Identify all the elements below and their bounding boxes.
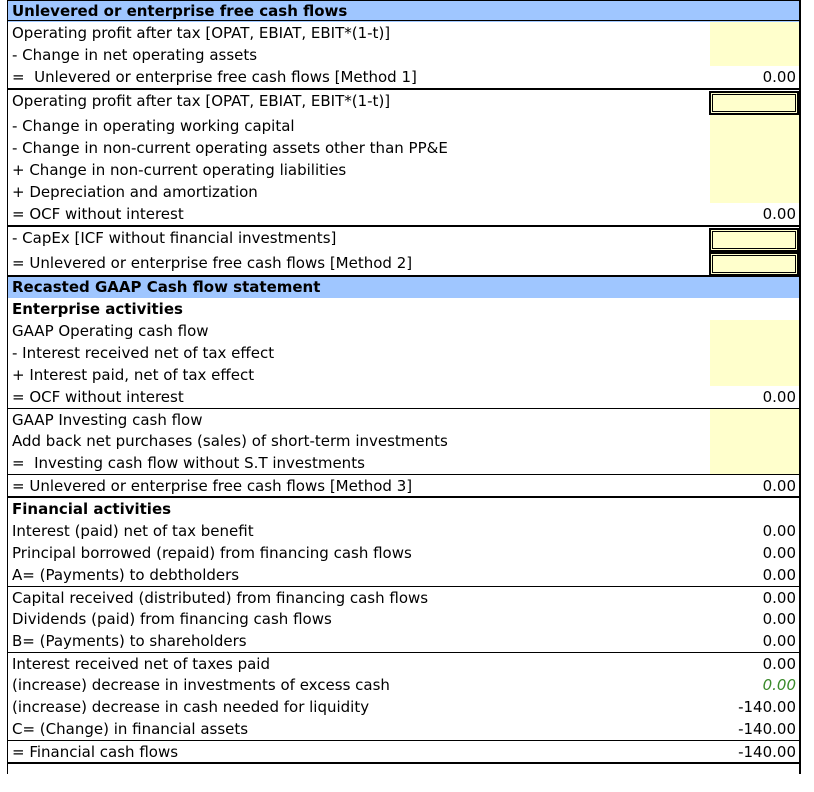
value-interest-received-net[interactable]: 0.00 bbox=[762, 655, 796, 673]
row-label: Interest (paid) net of tax benefit bbox=[12, 522, 254, 540]
row-add-back-st-investments bbox=[7, 430, 800, 452]
row-gaap-investing-cash-flow bbox=[7, 408, 800, 430]
row-financial-cash-flows bbox=[7, 740, 800, 764]
row-dividends-paid bbox=[7, 608, 800, 630]
row-ufcf-method1 bbox=[7, 66, 800, 88]
row-ufcf-method3 bbox=[7, 474, 800, 496]
row-label: (increase) decrease in investments of excess cash bbox=[12, 676, 390, 694]
input-cell-opat-boxed[interactable] bbox=[709, 91, 799, 115]
row-label: - Change in operating working capital bbox=[12, 117, 295, 135]
row-change-noncurrent-liabilities bbox=[7, 159, 800, 181]
row-label: = OCF without interest bbox=[12, 205, 184, 223]
row-interest-paid-net bbox=[7, 520, 800, 542]
input-cell-change-noa[interactable] bbox=[710, 44, 800, 66]
row-label: Capital received (distributed) from financing cash flows bbox=[12, 589, 429, 607]
value-ufcf-method1[interactable]: 0.00 bbox=[762, 68, 796, 86]
value-financial-cash-flows[interactable]: -140.00 bbox=[738, 743, 796, 761]
row-label: Principal borrowed (repaid) from financing cash flows bbox=[12, 544, 412, 562]
row-change-financial-assets bbox=[7, 718, 800, 740]
value-ocf-without-interest-2[interactable]: 0.00 bbox=[762, 388, 796, 406]
row-change-net-operating-assets bbox=[7, 44, 800, 66]
input-cell-st-investments[interactable] bbox=[710, 430, 800, 452]
row-label: Add back net purchases (sales) of short-term investments bbox=[12, 432, 448, 450]
row-gaap-operating-cash-flow bbox=[7, 320, 800, 342]
row-excess-cash-investments bbox=[7, 674, 800, 696]
row-change-working-capital bbox=[7, 115, 800, 137]
row-label: = Unlevered or enterprise free cash flows [Method 3] bbox=[12, 477, 413, 495]
input-cell-noncurrent-assets[interactable] bbox=[710, 137, 800, 159]
row-label: - CapEx [ICF without financial investments] bbox=[12, 229, 337, 247]
row-change-noncurrent-assets bbox=[7, 137, 800, 159]
row-label: A= (Payments) to debtholders bbox=[12, 566, 240, 584]
row-label: = Unlevered or enterprise free cash flows [Method 2] bbox=[12, 254, 413, 272]
input-cell-capex[interactable] bbox=[709, 228, 799, 252]
row-label: + Depreciation and amortization bbox=[12, 183, 258, 201]
row-label: GAAP Investing cash flow bbox=[12, 411, 203, 429]
row-label: Dividends (paid) from financing cash flows bbox=[12, 610, 332, 628]
row-interest-received-net bbox=[7, 652, 800, 674]
row-label: = Financial cash flows bbox=[12, 743, 179, 761]
input-cell-depreciation[interactable] bbox=[710, 181, 800, 203]
row-ocf-without-interest bbox=[7, 203, 800, 225]
section-header-recasted-gaap bbox=[7, 275, 800, 298]
input-cell-opat[interactable] bbox=[710, 22, 800, 44]
row-opat-method1 bbox=[7, 22, 800, 44]
value-dividends-paid[interactable]: 0.00 bbox=[762, 610, 796, 628]
row-depreciation-amortization bbox=[7, 181, 800, 203]
row-label: Interest received net of taxes paid bbox=[12, 655, 270, 673]
row-label: Operating profit after tax [OPAT, EBIAT, EBIT*(1-t)] bbox=[12, 24, 391, 42]
value-cash-needed-liquidity[interactable]: -140.00 bbox=[738, 698, 796, 716]
value-ufcf-method3[interactable]: 0.00 bbox=[762, 477, 796, 495]
row-label: + Change in non-current operating liabilities bbox=[12, 161, 347, 179]
row-label: B= (Payments) to shareholders bbox=[12, 632, 247, 650]
value-payments-to-debtholders[interactable]: 0.00 bbox=[762, 566, 796, 584]
row-label: + Interest paid, net of tax effect bbox=[12, 366, 255, 384]
row-capex bbox=[7, 225, 800, 251]
row-label: - Change in non-current operating assets other than PP&E bbox=[12, 139, 448, 157]
subheader-enterprise-activities bbox=[7, 298, 800, 320]
input-cell-gaap-icf[interactable] bbox=[710, 409, 800, 430]
row-opat-method2 bbox=[7, 88, 800, 115]
row-interest-received bbox=[7, 342, 800, 364]
row-label: GAAP Operating cash flow bbox=[12, 322, 209, 340]
row-ocf-without-interest-2 bbox=[7, 386, 800, 408]
section-header-unlevered-fcf bbox=[7, 0, 800, 22]
row-label: C= (Change) in financial assets bbox=[12, 720, 249, 738]
row-payments-to-shareholders bbox=[7, 630, 800, 652]
row-investing-cf-without-st bbox=[7, 452, 800, 474]
row-label: = OCF without interest bbox=[12, 388, 184, 406]
subheader-financial-activities bbox=[7, 496, 800, 520]
value-excess-cash-investments[interactable]: 0.00 bbox=[762, 676, 796, 694]
input-cell-noncurrent-liabilities[interactable] bbox=[710, 159, 800, 181]
row-label: Operating profit after tax [OPAT, EBIAT, EBIT*(1-t)] bbox=[12, 92, 391, 110]
value-payments-to-shareholders[interactable]: 0.00 bbox=[762, 632, 796, 650]
row-principal-borrowed bbox=[7, 542, 800, 564]
row-label: - Interest received net of tax effect bbox=[12, 344, 275, 362]
row-label: = Investing cash flow without S.T investments bbox=[12, 454, 365, 472]
input-cell-interest-received[interactable] bbox=[710, 342, 800, 364]
input-cell-ufcf-method2[interactable] bbox=[709, 252, 799, 276]
input-cell-gaap-ocf[interactable] bbox=[710, 320, 800, 342]
value-interest-paid-net[interactable]: 0.00 bbox=[762, 522, 796, 540]
value-capital-received[interactable]: 0.00 bbox=[762, 589, 796, 607]
value-ocf-without-interest[interactable]: 0.00 bbox=[762, 205, 796, 223]
row-capital-received bbox=[7, 586, 800, 608]
row-ufcf-method2 bbox=[7, 251, 800, 275]
subheader-label: Financial activities bbox=[12, 500, 172, 518]
row-interest-paid bbox=[7, 364, 800, 386]
input-cell-interest-paid[interactable] bbox=[710, 364, 800, 386]
section-header-label: Unlevered or enterprise free cash flows bbox=[12, 2, 348, 20]
row-label: = Unlevered or enterprise free cash flows [Method 1] bbox=[12, 68, 417, 86]
row-label: (increase) decrease in cash needed for liquidity bbox=[12, 698, 370, 716]
value-principal-borrowed[interactable]: 0.00 bbox=[762, 544, 796, 562]
subheader-label: Enterprise activities bbox=[12, 300, 183, 318]
input-cell-working-capital[interactable] bbox=[710, 115, 800, 137]
input-cell-investing-cf[interactable] bbox=[710, 452, 800, 474]
row-payments-to-debtholders bbox=[7, 564, 800, 586]
section-header-label: Recasted GAAP Cash flow statement bbox=[12, 278, 321, 296]
row-label: - Change in net operating assets bbox=[12, 46, 258, 64]
row-cash-needed-liquidity bbox=[7, 696, 800, 718]
cash-flow-worksheet bbox=[7, 0, 800, 764]
value-change-financial-assets[interactable]: -140.00 bbox=[738, 720, 796, 738]
